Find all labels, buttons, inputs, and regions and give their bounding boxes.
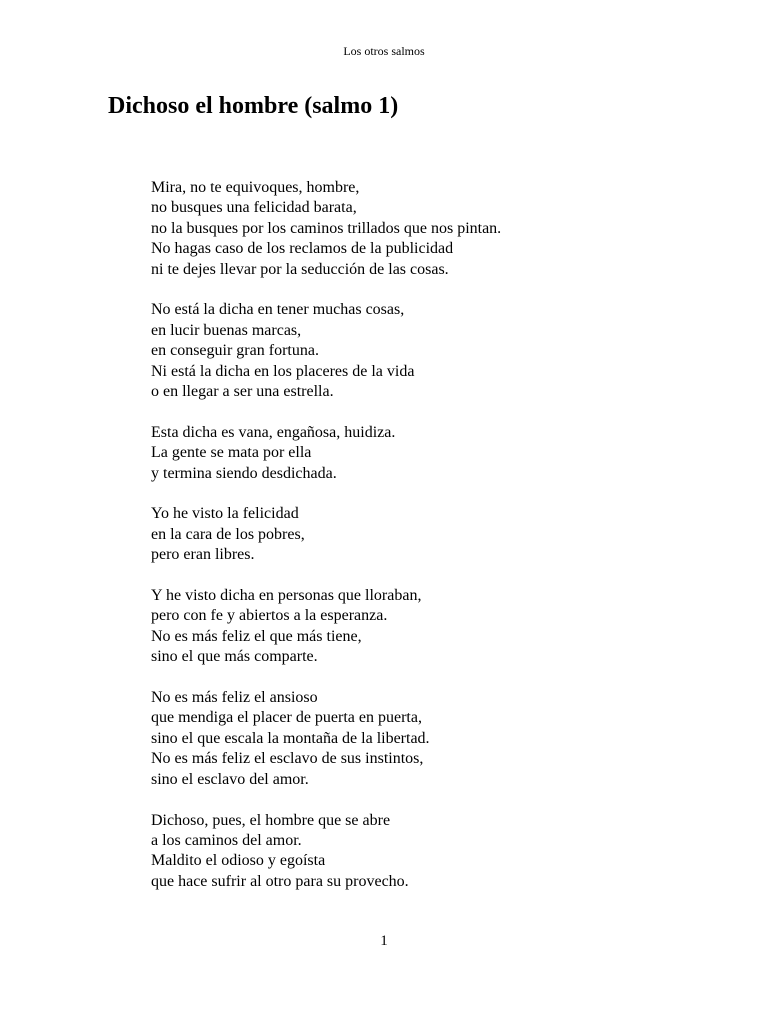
stanza-3 [151, 423, 751, 484]
verse-line: o en llegar a ser una estrella. [151, 383, 334, 401]
verse-line: No es más feliz el esclavo de sus instintos, [151, 750, 424, 768]
stanza-1 [151, 178, 751, 280]
stanza-4 [151, 504, 751, 565]
verse-line: Y he visto dicha en personas que lloraban, [151, 587, 422, 605]
verse-line: No está la dicha en tener muchas cosas, [151, 301, 405, 319]
verse-line: pero con fe y abiertos a la esperanza. [151, 607, 388, 625]
verse-line: que hace sufrir al otro para su provecho. [151, 872, 409, 890]
verse-line: pero eran libres. [151, 546, 255, 564]
verse-line: No es más feliz el que más tiene, [151, 627, 362, 645]
verse-line: en conseguir gran fortuna. [151, 342, 319, 360]
verse-line: La gente se mata por ella [151, 444, 312, 462]
verse-line: Mira, no te equivoques, hombre, [151, 179, 360, 196]
verse-line: Esta dicha es vana, engañosa, huidiza. [151, 423, 396, 441]
verse-line: a los caminos del amor. [151, 831, 302, 849]
verse-line: en lucir buenas marcas, [151, 321, 302, 339]
verse-line: y termina siendo desdichada. [151, 464, 337, 482]
verse-line: sino el esclavo del amor. [151, 770, 309, 788]
stanza-5 [151, 586, 751, 668]
verse-line: Dichoso, pues, el hombre que se abre [151, 811, 391, 829]
verse-line: sino el que escala la montaña de la libertad. [151, 729, 430, 747]
verse-line: Yo he visto la felicidad [151, 505, 299, 523]
poem-body [151, 178, 751, 892]
running-header: Los otros salmos [343, 44, 425, 58]
verse-line: sino el que más comparte. [151, 648, 318, 666]
stanza-2 [151, 300, 751, 402]
stanza-7 [151, 811, 751, 893]
stanza-6 [151, 688, 751, 790]
verse-line: no la busques por los caminos trillados que nos pintan. [151, 219, 502, 237]
verse-line: ni te dejes llevar por la seducción de las cosas. [151, 260, 449, 278]
page-title: Dichoso el hombre (salmo 1) [108, 93, 399, 119]
verse-line: que mendiga el placer de puerta en puerta, [151, 709, 422, 727]
verse-line: no busques una felicidad barata, [151, 199, 357, 217]
verse-line: No es más feliz el ansioso [151, 689, 318, 707]
verse-line: No hagas caso de los reclamos de la publicidad [151, 240, 454, 258]
page-number: 1 [380, 933, 388, 949]
verse-line: Maldito el odioso y egoísta [151, 852, 326, 870]
verse-line: en la cara de los pobres, [151, 525, 305, 543]
verse-line: Ni está la dicha en los placeres de la vida [151, 362, 415, 380]
